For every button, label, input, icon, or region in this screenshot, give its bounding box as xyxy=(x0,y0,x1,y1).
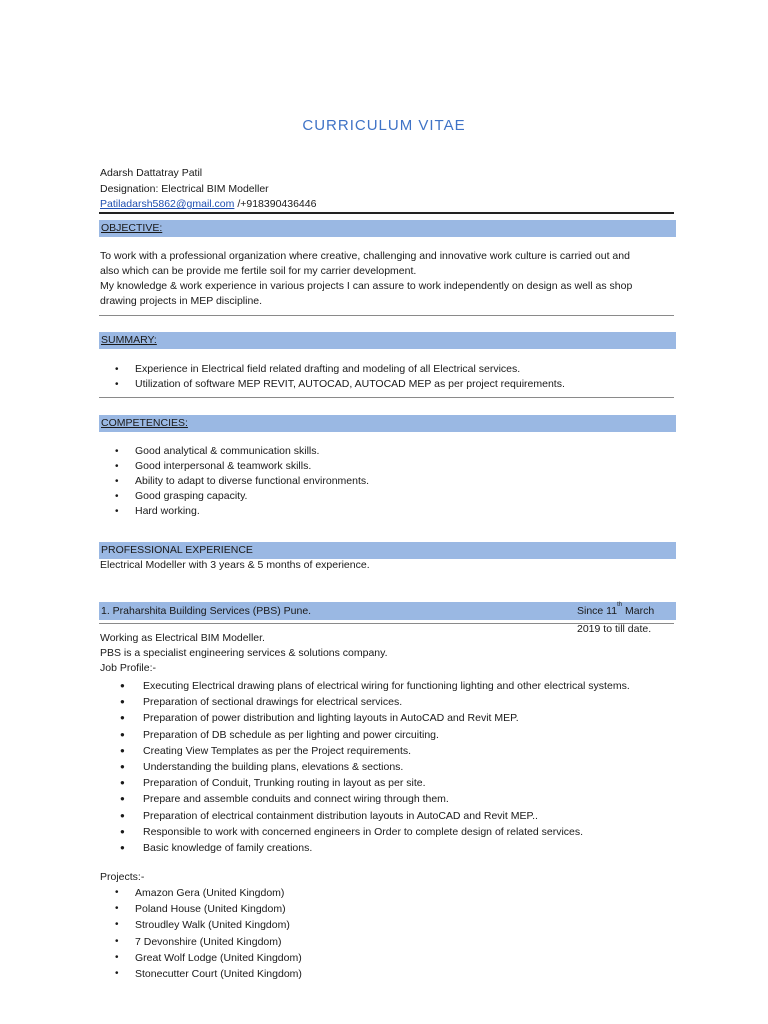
summary-heading xyxy=(99,332,676,349)
list-item: • 7 Devonshire (United Kingdom) xyxy=(99,934,302,950)
objective-heading-label: OBJECTIVE: xyxy=(101,222,163,234)
list-item: • Experience in Electrical field related drafting and modeling of all Electrical services. xyxy=(99,362,565,377)
objective-heading xyxy=(99,220,676,237)
contact-line xyxy=(100,197,316,212)
experience-summary: Electrical Modeller with 3 years & 5 months of experience. xyxy=(100,559,370,571)
list-item: • Ability to adapt to diverse functional environments. xyxy=(99,474,369,489)
document-title: CURRICULUM VITAE xyxy=(302,117,466,134)
job-profile-list xyxy=(99,678,630,856)
header-divider xyxy=(99,212,674,214)
list-item: ● Preparation of Conduit, Trunking routing in layout as per site. xyxy=(99,775,630,791)
company-name: 1. Praharshita Building Services (PBS) Pune. xyxy=(101,605,312,617)
company-description: PBS is a specialist engineering services & solutions company. xyxy=(100,647,388,659)
list-item: • Stonecutter Court (United Kingdom) xyxy=(99,966,302,982)
list-item: • Hard working. xyxy=(99,504,369,519)
email-link[interactable]: Patiladarsh5862@gmail.com xyxy=(100,198,235,210)
list-item: ● Prepare and assemble conduits and connect wiring through them. xyxy=(99,791,630,807)
company-bar xyxy=(99,602,676,635)
list-item: • Amazon Gera (United Kingdom) xyxy=(99,885,302,901)
list-item: ● Preparation of electrical containment distribution layouts in AutoCAD and Revit MEP.. xyxy=(99,808,630,824)
list-item: ● Creating View Templates as per the Project requirements. xyxy=(99,743,630,759)
list-item: • Great Wolf Lodge (United Kingdom) xyxy=(99,950,302,966)
list-item: • Stroudley Walk (United Kingdom) xyxy=(99,917,302,933)
list-item: ● Responsible to work with concerned engineers in Order to complete design of related services. xyxy=(99,824,630,840)
list-item: ● Preparation of power distribution and lighting layouts in AutoCAD and Revit MEP. xyxy=(99,710,630,726)
list-item: ● Executing Electrical drawing plans of electrical wiring for functioning lighting and other electrical systems. xyxy=(99,678,630,694)
summary-divider xyxy=(99,397,674,398)
job-profile-label: Job Profile:- xyxy=(100,662,157,674)
objective-divider xyxy=(99,315,674,316)
list-item: • Good grasping capacity. xyxy=(99,489,369,504)
candidate-name: Adarsh Dattatray Patil xyxy=(100,167,203,179)
summary-heading-label: SUMMARY: xyxy=(101,334,157,346)
list-item: ● Preparation of DB schedule as per lighting and power circuiting. xyxy=(99,727,630,743)
experience-heading xyxy=(99,542,676,559)
date-suffix: March 2019 to till date. xyxy=(577,605,655,635)
list-item: • Good analytical & communication skills. xyxy=(99,444,369,459)
role: Working as Electrical BIM Modeller. xyxy=(100,632,265,644)
date-prefix: Since 11 xyxy=(577,605,618,617)
company-divider xyxy=(99,623,674,624)
objective-text xyxy=(100,249,632,309)
competencies-heading-label: COMPETENCIES: xyxy=(101,417,188,429)
list-item: • Good interpersonal & teamwork skills. xyxy=(99,459,369,474)
role-block xyxy=(100,631,388,676)
objective-line: My knowledge & work experience in various projects I can assure to work independently on design as well as shop xyxy=(100,280,633,292)
phone-number: /+918390436446 xyxy=(234,198,317,210)
objective-line: To work with a professional organization where creative, challenging and innovative work culture is carried out and xyxy=(100,250,630,262)
list-item: • Poland House (United Kingdom) xyxy=(99,901,302,917)
summary-list xyxy=(99,362,565,392)
list-item: • Utilization of software MEP REVIT, AUTOCAD, AUTOCAD MEP as per project requirements. xyxy=(99,377,565,392)
projects-label: Projects:- xyxy=(100,871,145,883)
designation: Designation: Electrical BIM Modeller xyxy=(100,183,269,195)
list-item: ● Basic knowledge of family creations. xyxy=(99,840,630,856)
projects-list xyxy=(99,885,302,982)
objective-line: drawing projects in MEP discipline. xyxy=(100,295,263,307)
objective-line: also which can be provide me fertile soil for my carrier development. xyxy=(100,265,417,277)
list-item: ● Understanding the building plans, elevations & sections. xyxy=(99,759,630,775)
competencies-heading xyxy=(99,415,676,432)
list-item: ● Preparation of sectional drawings for electrical services. xyxy=(99,694,630,710)
experience-heading-label: PROFESSIONAL EXPERIENCE xyxy=(101,544,253,556)
competencies-list xyxy=(99,444,369,519)
date-superscript: th xyxy=(617,602,623,608)
employment-dates xyxy=(577,602,676,638)
